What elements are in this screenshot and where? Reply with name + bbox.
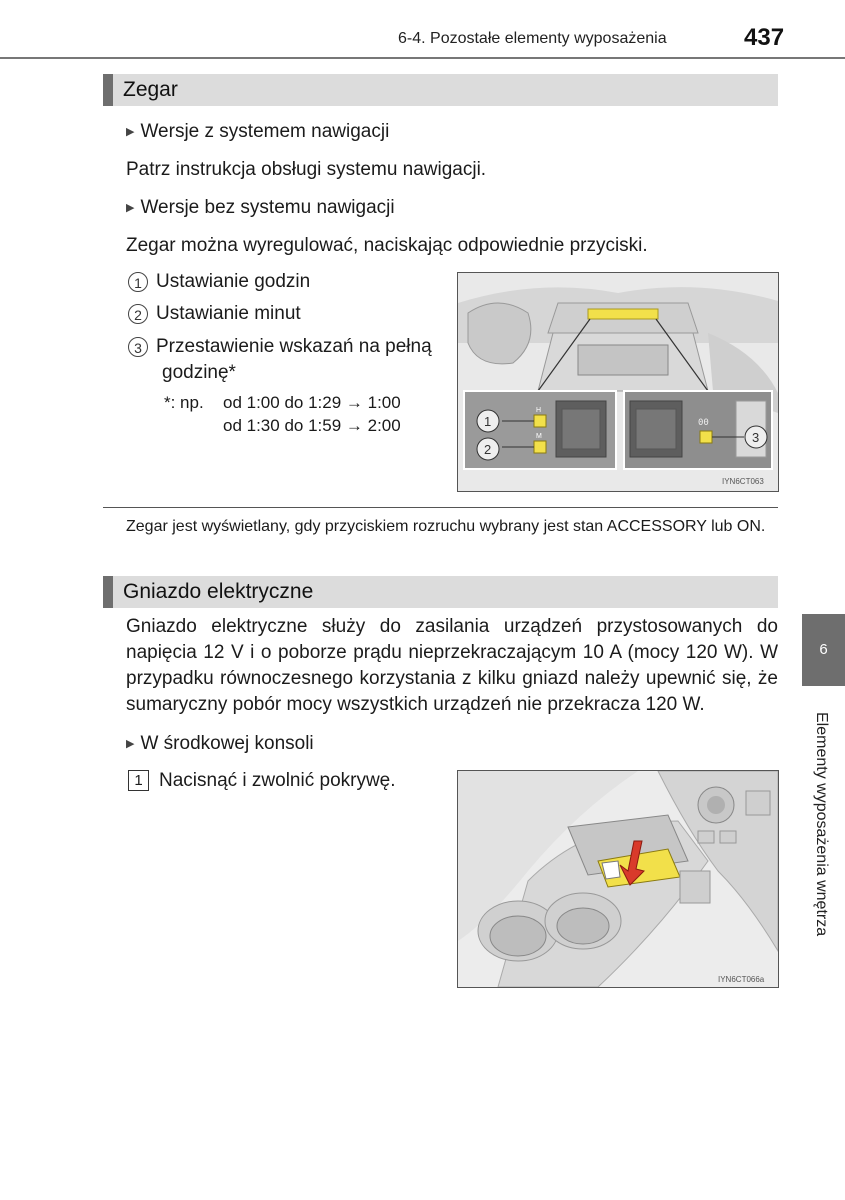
triangle-bullet-icon: ▶: [126, 738, 135, 750]
section-title-socket: Gniazdo elektryczne: [103, 576, 778, 608]
clock-item-label: Ustawianie minut: [156, 303, 301, 324]
section-title-clock: Zegar: [103, 74, 778, 106]
page-number: 437: [744, 24, 785, 51]
clock-figure: [457, 272, 779, 492]
step-1: [128, 770, 396, 792]
clock-intro-text: Zegar można wyregulować, naciskając odpowiednie przyciski.: [126, 235, 648, 256]
callout-1-label: 1: [484, 414, 492, 429]
console-illustration: [458, 771, 778, 987]
clock-item-label: Przestawienie wskazań na pełną: [156, 336, 432, 357]
callout-2-label: 2: [484, 442, 492, 457]
callout-number: 3: [128, 337, 148, 357]
step-text: Nacisnąć i zwolnić pokrywę.: [159, 770, 396, 791]
note-divider: [103, 507, 778, 508]
callout-3-label: 3: [752, 430, 760, 445]
callout-number: 2: [128, 304, 148, 324]
bullet-no-nav-version: [126, 197, 395, 219]
figure-code: IYN6CT066a: [718, 975, 765, 984]
socket-description: Gniazdo elektryczne służy do zasilania urządzeń przystosowanych do napięcia 12 V i o poborze prądu nieprzekraczającym 10 A (mocy 120 W). W przypadku równoczesnego korzystania z kilku gniazd należy upewnić się, że sumaryczny pobór mocy wszystkich urządzeń nie przekracza 120 W.: [126, 616, 778, 715]
bullet-nav-label: Wersje z systemem nawigacji: [140, 121, 390, 142]
h-label: H: [536, 407, 542, 414]
clock-note: Zegar jest wyświetlany, gdy przyciskiem rozruchu wybrany jest stan ACCESSORY lub ON.: [126, 518, 766, 535]
footnote-prefix: *: np.: [164, 393, 204, 412]
step-number: 1: [128, 770, 149, 791]
clock-item-3-cont: godzinę*: [162, 362, 236, 383]
footnote-line-1: od 1:00 do 1:29 → 1:00: [223, 393, 401, 412]
running-header: 6-4. Pozostałe elementy wyposażenia: [398, 30, 667, 47]
clock-highlight: [588, 309, 658, 319]
socket-figure: [457, 770, 779, 988]
minute-button: [534, 441, 546, 453]
bullet-nav-version: [126, 121, 389, 143]
dashboard-illustration: [458, 273, 778, 491]
triangle-bullet-icon: ▶: [126, 202, 135, 214]
callout-number: 1: [128, 272, 148, 292]
bullet-console-label: W środkowej konsoli: [140, 733, 314, 754]
figure-code: IYN6CT063: [722, 477, 764, 486]
nav-reference-text: Patrz instrukcja obsługi systemu nawigacji.: [126, 159, 487, 180]
hour-button: [534, 415, 546, 427]
clock-display: 00: [698, 418, 709, 428]
footnote-line-2: od 1:30 do 1:59 → 2:00: [223, 416, 401, 435]
m-label: M: [536, 433, 542, 440]
clock-item-3: [128, 336, 432, 358]
clock-item-1: [128, 271, 310, 293]
bullet-no-nav-label: Wersje bez systemu nawigacji: [140, 197, 395, 218]
reset-button: [700, 431, 712, 443]
bullet-console: [126, 733, 314, 755]
chapter-tab: 6: [802, 614, 845, 686]
chapter-label: Elementy wyposażenia wnętrza: [813, 712, 830, 937]
triangle-bullet-icon: ▶: [126, 126, 135, 138]
clock-item-label: Ustawianie godzin: [156, 271, 311, 292]
clock-item-2: [128, 303, 301, 325]
header-divider: [0, 57, 845, 59]
